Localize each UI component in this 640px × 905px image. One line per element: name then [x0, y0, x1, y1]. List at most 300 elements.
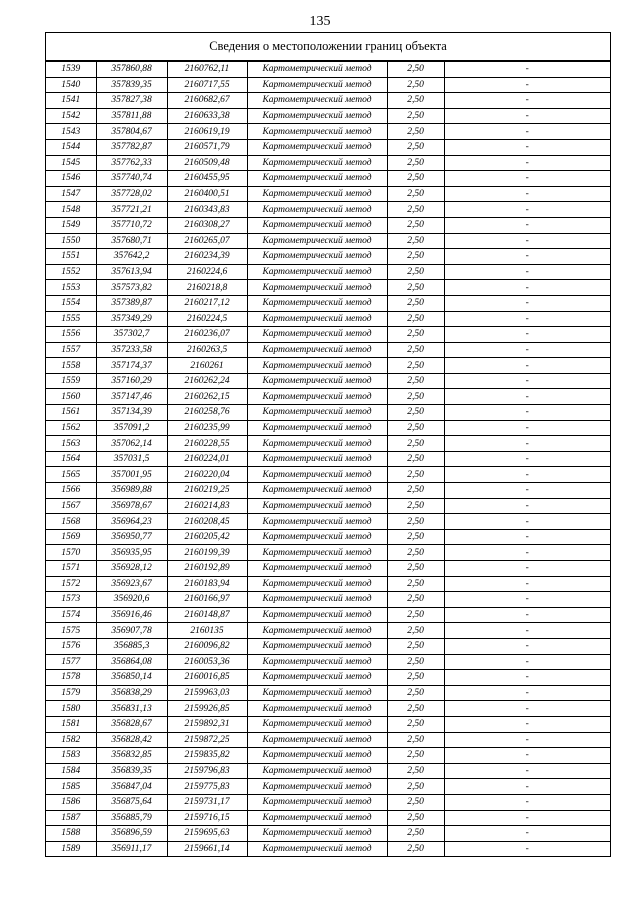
- y-coordinate-cell: 2160265,07: [167, 233, 247, 249]
- table-row: [46, 841, 610, 857]
- table-row: [46, 264, 610, 280]
- description-cell: -: [444, 701, 610, 717]
- accuracy-cell: 2,50: [387, 826, 444, 842]
- x-coordinate-cell: 357573,82: [96, 280, 167, 296]
- accuracy-cell: 2,50: [387, 623, 444, 639]
- method-cell: Картометрический метод: [247, 810, 387, 826]
- table-row: [46, 139, 610, 155]
- x-coordinate-cell: 356935,95: [96, 545, 167, 561]
- table-row: [46, 561, 610, 577]
- x-coordinate-cell: 357147,46: [96, 389, 167, 405]
- y-coordinate-cell: 2160717,55: [167, 77, 247, 93]
- description-cell: -: [444, 62, 610, 78]
- x-coordinate-cell: 357680,71: [96, 233, 167, 249]
- method-cell: Картометрический метод: [247, 670, 387, 686]
- y-coordinate-cell: 2160096,82: [167, 638, 247, 654]
- table-row: [46, 498, 610, 514]
- point-number-cell: 1554: [46, 295, 96, 311]
- description-cell: -: [444, 155, 610, 171]
- x-coordinate-cell: 357349,29: [96, 311, 167, 327]
- method-cell: Картометрический метод: [247, 607, 387, 623]
- accuracy-cell: 2,50: [387, 514, 444, 530]
- method-cell: Картометрический метод: [247, 716, 387, 732]
- method-cell: Картометрический метод: [247, 514, 387, 530]
- method-cell: Картометрический метод: [247, 249, 387, 265]
- table-title: Сведения о местоположении границ объекта: [46, 33, 610, 61]
- method-cell: Картометрический метод: [247, 467, 387, 483]
- point-number-cell: 1570: [46, 545, 96, 561]
- table-row: [46, 748, 610, 764]
- table-row: [46, 763, 610, 779]
- x-coordinate-cell: 357389,87: [96, 295, 167, 311]
- point-number-cell: 1563: [46, 436, 96, 452]
- description-cell: -: [444, 732, 610, 748]
- table-row: [46, 155, 610, 171]
- accuracy-cell: 2,50: [387, 139, 444, 155]
- table-row: [46, 826, 610, 842]
- accuracy-cell: 2,50: [387, 249, 444, 265]
- accuracy-cell: 2,50: [387, 311, 444, 327]
- point-number-cell: 1561: [46, 405, 96, 421]
- point-number-cell: 1580: [46, 701, 96, 717]
- description-cell: -: [444, 654, 610, 670]
- x-coordinate-cell: 356828,42: [96, 732, 167, 748]
- method-cell: Картометрический метод: [247, 139, 387, 155]
- accuracy-cell: 2,50: [387, 748, 444, 764]
- point-number-cell: 1587: [46, 810, 96, 826]
- description-cell: -: [444, 561, 610, 577]
- accuracy-cell: 2,50: [387, 124, 444, 140]
- accuracy-cell: 2,50: [387, 498, 444, 514]
- y-coordinate-cell: 2159926,85: [167, 701, 247, 717]
- table-row: [46, 342, 610, 358]
- description-cell: -: [444, 451, 610, 467]
- method-cell: Картометрический метод: [247, 155, 387, 171]
- description-cell: -: [444, 327, 610, 343]
- x-coordinate-cell: 357804,67: [96, 124, 167, 140]
- accuracy-cell: 2,50: [387, 77, 444, 93]
- point-number-cell: 1585: [46, 779, 96, 795]
- accuracy-cell: 2,50: [387, 264, 444, 280]
- x-coordinate-cell: 357710,72: [96, 217, 167, 233]
- x-coordinate-cell: 356978,67: [96, 498, 167, 514]
- method-cell: Картометрический метод: [247, 841, 387, 857]
- x-coordinate-cell: 356964,23: [96, 514, 167, 530]
- x-coordinate-cell: 357031,5: [96, 451, 167, 467]
- table-row: [46, 810, 610, 826]
- method-cell: Картометрический метод: [247, 342, 387, 358]
- table-row: [46, 716, 610, 732]
- accuracy-cell: 2,50: [387, 576, 444, 592]
- x-coordinate-cell: 356875,64: [96, 794, 167, 810]
- point-number-cell: 1547: [46, 186, 96, 202]
- boundary-table-frame: [45, 32, 611, 857]
- method-cell: Картометрический метод: [247, 685, 387, 701]
- accuracy-cell: 2,50: [387, 561, 444, 577]
- x-coordinate-cell: 356838,29: [96, 685, 167, 701]
- table-row: [46, 93, 610, 109]
- x-coordinate-cell: 356831,13: [96, 701, 167, 717]
- description-cell: -: [444, 233, 610, 249]
- y-coordinate-cell: 2160235,99: [167, 420, 247, 436]
- method-cell: Картометрический метод: [247, 794, 387, 810]
- y-coordinate-cell: 2160343,83: [167, 202, 247, 218]
- description-cell: -: [444, 685, 610, 701]
- table-row: [46, 186, 610, 202]
- table-row: [46, 77, 610, 93]
- point-number-cell: 1579: [46, 685, 96, 701]
- table-row: [46, 62, 610, 78]
- accuracy-cell: 2,50: [387, 405, 444, 421]
- table-row: [46, 171, 610, 187]
- x-coordinate-cell: 356923,67: [96, 576, 167, 592]
- method-cell: Картометрический метод: [247, 732, 387, 748]
- y-coordinate-cell: 2160205,42: [167, 529, 247, 545]
- point-number-cell: 1584: [46, 763, 96, 779]
- point-number-cell: 1545: [46, 155, 96, 171]
- y-coordinate-cell: 2159731,17: [167, 794, 247, 810]
- description-cell: -: [444, 576, 610, 592]
- accuracy-cell: 2,50: [387, 62, 444, 78]
- table-row: [46, 389, 610, 405]
- method-cell: Картометрический метод: [247, 217, 387, 233]
- accuracy-cell: 2,50: [387, 716, 444, 732]
- table-row: [46, 670, 610, 686]
- accuracy-cell: 2,50: [387, 779, 444, 795]
- description-cell: -: [444, 592, 610, 608]
- x-coordinate-cell: 357134,39: [96, 405, 167, 421]
- accuracy-cell: 2,50: [387, 389, 444, 405]
- y-coordinate-cell: 2160308,27: [167, 217, 247, 233]
- point-number-cell: 1552: [46, 264, 96, 280]
- table-row: [46, 654, 610, 670]
- description-cell: -: [444, 529, 610, 545]
- accuracy-cell: 2,50: [387, 358, 444, 374]
- point-number-cell: 1582: [46, 732, 96, 748]
- accuracy-cell: 2,50: [387, 638, 444, 654]
- x-coordinate-cell: 357642,2: [96, 249, 167, 265]
- y-coordinate-cell: 2159872,25: [167, 732, 247, 748]
- point-number-cell: 1556: [46, 327, 96, 343]
- description-cell: -: [444, 607, 610, 623]
- y-coordinate-cell: 2159963,03: [167, 685, 247, 701]
- y-coordinate-cell: 2160016,85: [167, 670, 247, 686]
- method-cell: Картометрический метод: [247, 124, 387, 140]
- point-number-cell: 1562: [46, 420, 96, 436]
- point-number-cell: 1574: [46, 607, 96, 623]
- method-cell: Картометрический метод: [247, 545, 387, 561]
- method-cell: Картометрический метод: [247, 483, 387, 499]
- method-cell: Картометрический метод: [247, 638, 387, 654]
- x-coordinate-cell: 356907,78: [96, 623, 167, 639]
- y-coordinate-cell: 2160217,12: [167, 295, 247, 311]
- point-number-cell: 1557: [46, 342, 96, 358]
- table-row: [46, 514, 610, 530]
- x-coordinate-cell: 357001,95: [96, 467, 167, 483]
- accuracy-cell: 2,50: [387, 93, 444, 109]
- method-cell: Картометрический метод: [247, 202, 387, 218]
- accuracy-cell: 2,50: [387, 529, 444, 545]
- y-coordinate-cell: 2160258,76: [167, 405, 247, 421]
- description-cell: -: [444, 93, 610, 109]
- method-cell: Картометрический метод: [247, 779, 387, 795]
- method-cell: Картометрический метод: [247, 327, 387, 343]
- table-row: [46, 295, 610, 311]
- table-row: [46, 467, 610, 483]
- table-row: [46, 623, 610, 639]
- description-cell: -: [444, 186, 610, 202]
- table-row: [46, 405, 610, 421]
- y-coordinate-cell: 2160135: [167, 623, 247, 639]
- point-number-cell: 1567: [46, 498, 96, 514]
- y-coordinate-cell: 2160053,36: [167, 654, 247, 670]
- table-row: [46, 249, 610, 265]
- y-coordinate-cell: 2160571,79: [167, 139, 247, 155]
- accuracy-cell: 2,50: [387, 467, 444, 483]
- accuracy-cell: 2,50: [387, 280, 444, 296]
- point-number-cell: 1589: [46, 841, 96, 857]
- description-cell: -: [444, 295, 610, 311]
- table-row: [46, 233, 610, 249]
- x-coordinate-cell: 357811,88: [96, 108, 167, 124]
- accuracy-cell: 2,50: [387, 763, 444, 779]
- table-row: [46, 311, 610, 327]
- table-row: [46, 202, 610, 218]
- x-coordinate-cell: 357062,14: [96, 436, 167, 452]
- y-coordinate-cell: 2160192,89: [167, 561, 247, 577]
- method-cell: Картометрический метод: [247, 186, 387, 202]
- x-coordinate-cell: 356828,67: [96, 716, 167, 732]
- accuracy-cell: 2,50: [387, 545, 444, 561]
- table-row: [46, 779, 610, 795]
- x-coordinate-cell: 357613,94: [96, 264, 167, 280]
- description-cell: -: [444, 763, 610, 779]
- table-row: [46, 576, 610, 592]
- x-coordinate-cell: 356847,04: [96, 779, 167, 795]
- x-coordinate-cell: 357827,38: [96, 93, 167, 109]
- method-cell: Картометрический метод: [247, 77, 387, 93]
- table-row: [46, 545, 610, 561]
- method-cell: Картометрический метод: [247, 763, 387, 779]
- y-coordinate-cell: 2160509,48: [167, 155, 247, 171]
- point-number-cell: 1564: [46, 451, 96, 467]
- description-cell: -: [444, 420, 610, 436]
- accuracy-cell: 2,50: [387, 420, 444, 436]
- description-cell: -: [444, 202, 610, 218]
- x-coordinate-cell: 356850,14: [96, 670, 167, 686]
- description-cell: -: [444, 171, 610, 187]
- method-cell: Картометрический метод: [247, 171, 387, 187]
- description-cell: -: [444, 779, 610, 795]
- description-cell: -: [444, 638, 610, 654]
- x-coordinate-cell: 356885,79: [96, 810, 167, 826]
- table-row: [46, 607, 610, 623]
- y-coordinate-cell: 2159796,83: [167, 763, 247, 779]
- x-coordinate-cell: 356896,59: [96, 826, 167, 842]
- point-number-cell: 1540: [46, 77, 96, 93]
- y-coordinate-cell: 2160633,38: [167, 108, 247, 124]
- table-row: [46, 217, 610, 233]
- point-number-cell: 1539: [46, 62, 96, 78]
- table-row: [46, 373, 610, 389]
- y-coordinate-cell: 2160219,25: [167, 483, 247, 499]
- y-coordinate-cell: 2159892,31: [167, 716, 247, 732]
- table-row: [46, 638, 610, 654]
- table-row: [46, 451, 610, 467]
- method-cell: Картометрический метод: [247, 498, 387, 514]
- description-cell: -: [444, 358, 610, 374]
- point-number-cell: 1583: [46, 748, 96, 764]
- y-coordinate-cell: 2160682,67: [167, 93, 247, 109]
- accuracy-cell: 2,50: [387, 654, 444, 670]
- y-coordinate-cell: 2160183,94: [167, 576, 247, 592]
- method-cell: Картометрический метод: [247, 280, 387, 296]
- description-cell: -: [444, 264, 610, 280]
- accuracy-cell: 2,50: [387, 701, 444, 717]
- x-coordinate-cell: 356920,6: [96, 592, 167, 608]
- y-coordinate-cell: 2159835,82: [167, 748, 247, 764]
- method-cell: Картометрический метод: [247, 93, 387, 109]
- description-cell: -: [444, 108, 610, 124]
- method-cell: Картометрический метод: [247, 373, 387, 389]
- point-number-cell: 1553: [46, 280, 96, 296]
- y-coordinate-cell: 2160218,8: [167, 280, 247, 296]
- description-cell: -: [444, 249, 610, 265]
- accuracy-cell: 2,50: [387, 233, 444, 249]
- accuracy-cell: 2,50: [387, 483, 444, 499]
- y-coordinate-cell: 2160228,55: [167, 436, 247, 452]
- accuracy-cell: 2,50: [387, 342, 444, 358]
- y-coordinate-cell: 2160262,24: [167, 373, 247, 389]
- point-number-cell: 1586: [46, 794, 96, 810]
- x-coordinate-cell: 356864,08: [96, 654, 167, 670]
- point-number-cell: 1576: [46, 638, 96, 654]
- x-coordinate-cell: 356839,35: [96, 763, 167, 779]
- table-row: [46, 280, 610, 296]
- y-coordinate-cell: 2160261: [167, 358, 247, 374]
- accuracy-cell: 2,50: [387, 841, 444, 857]
- y-coordinate-cell: 2160236,07: [167, 327, 247, 343]
- table-row: [46, 108, 610, 124]
- method-cell: Картометрический метод: [247, 311, 387, 327]
- x-coordinate-cell: 357762,33: [96, 155, 167, 171]
- table-row: [46, 358, 610, 374]
- table-row: [46, 701, 610, 717]
- point-number-cell: 1560: [46, 389, 96, 405]
- x-coordinate-cell: 356916,46: [96, 607, 167, 623]
- description-cell: -: [444, 217, 610, 233]
- description-cell: -: [444, 623, 610, 639]
- accuracy-cell: 2,50: [387, 436, 444, 452]
- table-row: [46, 420, 610, 436]
- table-row: [46, 794, 610, 810]
- x-coordinate-cell: 356885,3: [96, 638, 167, 654]
- method-cell: Картометрический метод: [247, 451, 387, 467]
- accuracy-cell: 2,50: [387, 685, 444, 701]
- point-number-cell: 1559: [46, 373, 96, 389]
- accuracy-cell: 2,50: [387, 327, 444, 343]
- method-cell: Картометрический метод: [247, 748, 387, 764]
- x-coordinate-cell: 357233,58: [96, 342, 167, 358]
- point-number-cell: 1544: [46, 139, 96, 155]
- description-cell: -: [444, 405, 610, 421]
- y-coordinate-cell: 2160400,51: [167, 186, 247, 202]
- table-row: [46, 685, 610, 701]
- x-coordinate-cell: 356832,85: [96, 748, 167, 764]
- y-coordinate-cell: 2159695,63: [167, 826, 247, 842]
- method-cell: Картометрический метод: [247, 654, 387, 670]
- method-cell: Картометрический метод: [247, 826, 387, 842]
- point-number-cell: 1573: [46, 592, 96, 608]
- y-coordinate-cell: 2160148,87: [167, 607, 247, 623]
- x-coordinate-cell: 357728,02: [96, 186, 167, 202]
- x-coordinate-cell: 356928,12: [96, 561, 167, 577]
- point-number-cell: 1577: [46, 654, 96, 670]
- boundary-points-table: [46, 61, 610, 857]
- description-cell: -: [444, 514, 610, 530]
- point-number-cell: 1571: [46, 561, 96, 577]
- method-cell: Картометрический метод: [247, 389, 387, 405]
- description-cell: -: [444, 545, 610, 561]
- y-coordinate-cell: 2160208,45: [167, 514, 247, 530]
- y-coordinate-cell: 2160762,11: [167, 62, 247, 78]
- accuracy-cell: 2,50: [387, 186, 444, 202]
- y-coordinate-cell: 2160455,95: [167, 171, 247, 187]
- description-cell: -: [444, 841, 610, 857]
- x-coordinate-cell: 357839,35: [96, 77, 167, 93]
- x-coordinate-cell: 357174,37: [96, 358, 167, 374]
- y-coordinate-cell: 2160199,39: [167, 545, 247, 561]
- point-number-cell: 1543: [46, 124, 96, 140]
- method-cell: Картометрический метод: [247, 561, 387, 577]
- accuracy-cell: 2,50: [387, 155, 444, 171]
- y-coordinate-cell: 2160263,5: [167, 342, 247, 358]
- method-cell: Картометрический метод: [247, 701, 387, 717]
- point-number-cell: 1578: [46, 670, 96, 686]
- point-number-cell: 1548: [46, 202, 96, 218]
- table-row: [46, 732, 610, 748]
- method-cell: Картометрический метод: [247, 420, 387, 436]
- accuracy-cell: 2,50: [387, 592, 444, 608]
- description-cell: -: [444, 794, 610, 810]
- description-cell: -: [444, 498, 610, 514]
- x-coordinate-cell: 357160,29: [96, 373, 167, 389]
- x-coordinate-cell: 356950,77: [96, 529, 167, 545]
- point-number-cell: 1568: [46, 514, 96, 530]
- description-cell: -: [444, 810, 610, 826]
- x-coordinate-cell: 356911,17: [96, 841, 167, 857]
- point-number-cell: 1541: [46, 93, 96, 109]
- point-number-cell: 1546: [46, 171, 96, 187]
- accuracy-cell: 2,50: [387, 202, 444, 218]
- table-row: [46, 529, 610, 545]
- x-coordinate-cell: 357782,87: [96, 139, 167, 155]
- description-cell: -: [444, 124, 610, 140]
- description-cell: -: [444, 483, 610, 499]
- description-cell: -: [444, 436, 610, 452]
- method-cell: Картометрический метод: [247, 264, 387, 280]
- point-number-cell: 1550: [46, 233, 96, 249]
- x-coordinate-cell: 357740,74: [96, 171, 167, 187]
- y-coordinate-cell: 2159661,14: [167, 841, 247, 857]
- x-coordinate-cell: 356989,88: [96, 483, 167, 499]
- x-coordinate-cell: 357860,88: [96, 62, 167, 78]
- description-cell: -: [444, 373, 610, 389]
- accuracy-cell: 2,50: [387, 607, 444, 623]
- method-cell: Картометрический метод: [247, 358, 387, 374]
- accuracy-cell: 2,50: [387, 794, 444, 810]
- method-cell: Картометрический метод: [247, 295, 387, 311]
